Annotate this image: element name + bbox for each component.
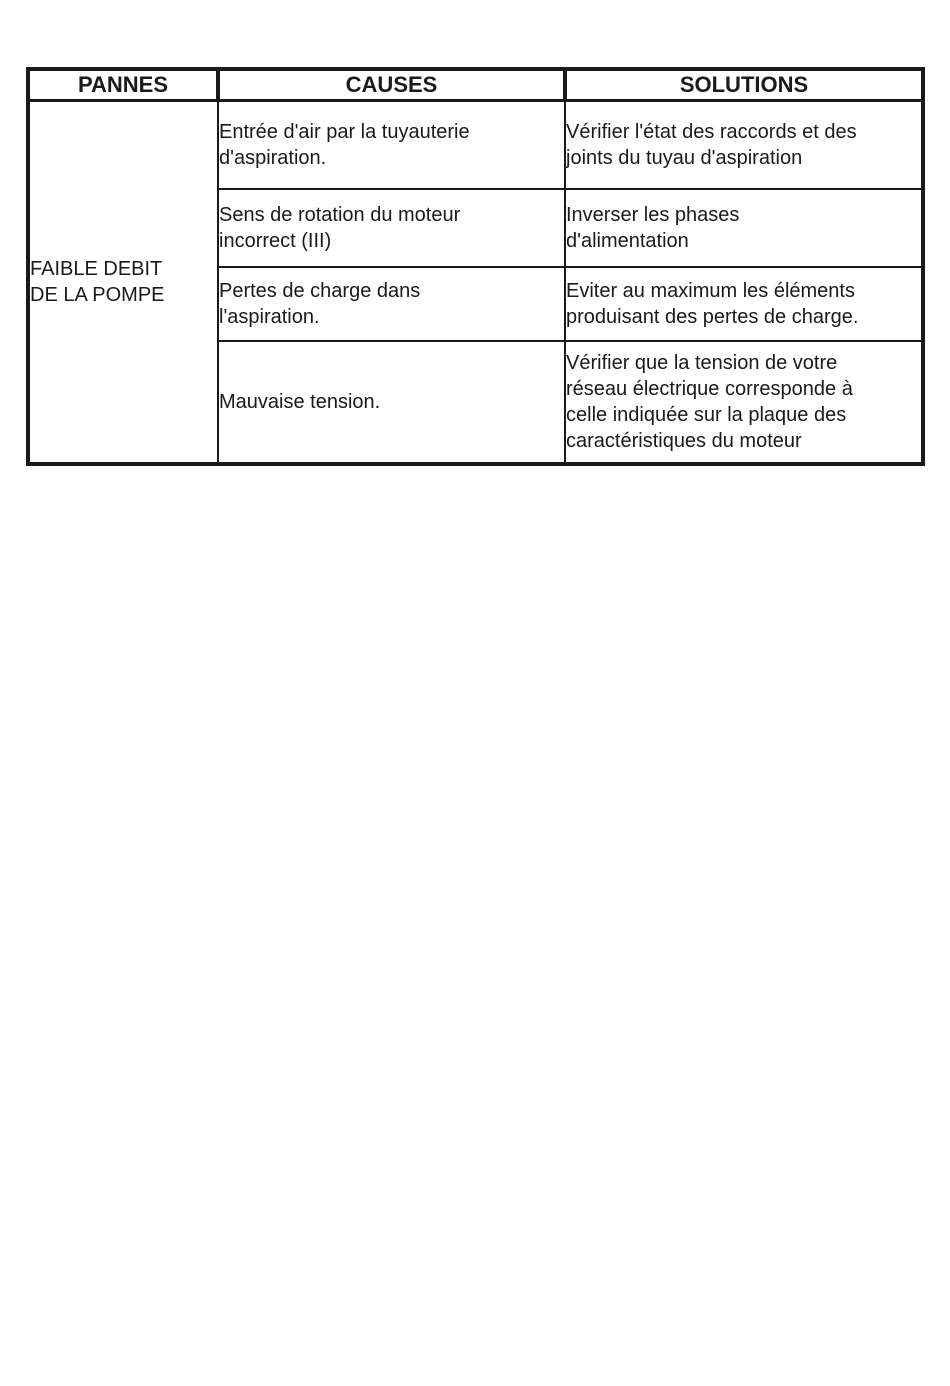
solution-cell <box>565 189 923 267</box>
cause-text: Mauvaise tension. <box>219 391 381 413</box>
solution-text: Vérifier que la tension de votre réseau électrique corresponde à celle indiquée sur la plaque des caractéristiques du moteur <box>566 352 853 452</box>
troubleshooting-table <box>26 67 925 466</box>
solution-text: Inverser les phases d'alimentation <box>566 204 740 252</box>
solution-text: Eviter au maximum les éléments produisant des pertes de charge. <box>566 280 859 328</box>
cause-text: Entrée d'air par la tuyauterie d'aspiration. <box>219 121 470 169</box>
header-row <box>28 69 923 101</box>
cause-cell <box>218 341 565 464</box>
header-causes: CAUSES <box>218 69 565 101</box>
cause-text: Pertes de charge dans l'aspiration. <box>219 280 421 328</box>
solution-cell <box>565 101 923 190</box>
cause-cell <box>218 267 565 341</box>
header-pannes: PANNES <box>28 69 218 101</box>
cause-cell <box>218 101 565 190</box>
cause-cell <box>218 189 565 267</box>
solution-text: Vérifier l'état des raccords et des joints du tuyau d'aspiration <box>566 121 857 169</box>
solution-cell <box>565 267 923 341</box>
cause-text: Sens de rotation du moteur incorrect (III) <box>219 204 461 252</box>
panne-cell <box>28 101 218 465</box>
solution-cell <box>565 341 923 464</box>
panne-text: FAIBLE DEBIT DE LA POMPE <box>30 258 165 306</box>
table-row <box>28 101 923 190</box>
header-solutions: SOLUTIONS <box>565 69 923 101</box>
